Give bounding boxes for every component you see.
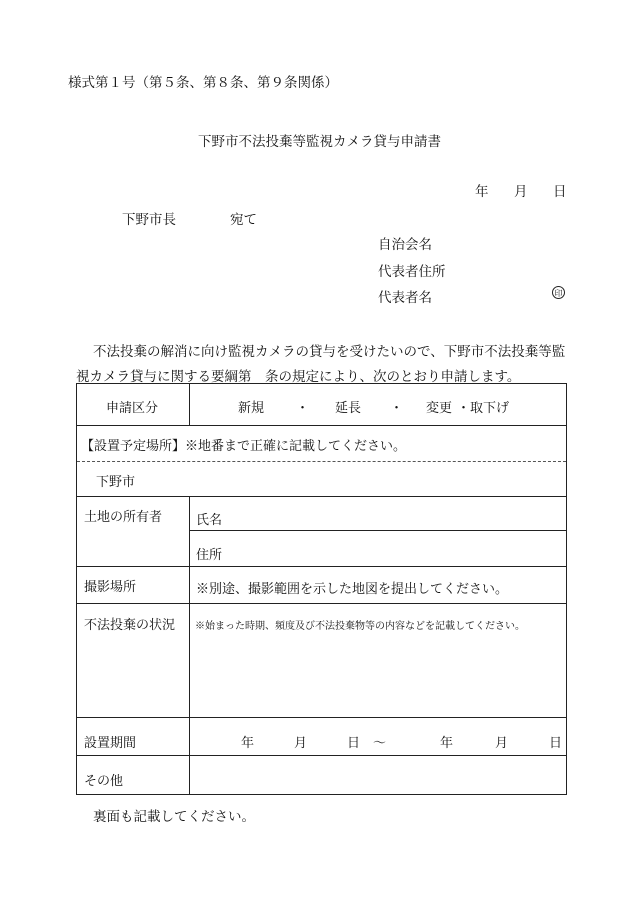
option-change[interactable]: 変更 [426, 401, 453, 416]
table-rule-dashed [77, 461, 566, 462]
table-rule [77, 425, 566, 426]
owner-name-label: 氏名 [196, 513, 223, 528]
shooting-place-note: ※別途、撮影範囲を示した地図を提出してください。 [196, 582, 509, 597]
table-rule [77, 603, 566, 604]
period-end-month: 月 [495, 736, 509, 751]
shooting-place-label: 撮影場所 [84, 580, 137, 595]
other-label: その他 [84, 774, 124, 789]
option-separator: ・ [296, 401, 310, 416]
land-owner-label: 土地の所有者 [84, 510, 163, 525]
option-separator: ・ [390, 401, 404, 416]
dumping-status-label: 不法投棄の状況 [84, 618, 176, 633]
option-extend[interactable]: 延長 [335, 401, 362, 416]
form-title: 下野市不法投棄等監視カメラ貸与申請書 [198, 134, 441, 150]
period-start-year: 年 [241, 736, 255, 751]
location-heading: 【設置予定場所】※地番まで正確に記載してください。 [81, 439, 407, 454]
date-month: 月 [514, 184, 528, 200]
city-prefix: 下野市 [96, 475, 136, 490]
period-start-month: 月 [294, 736, 308, 751]
form-number: 様式第１号（第５条、第８条、第９条関係） [68, 75, 338, 91]
dumping-status-note: ※始まった時期、頻度及び不法投棄物等の内容などを記載してください。 [195, 621, 525, 632]
association-name-label: 自治会名 [378, 237, 432, 253]
addressee-mayor: 下野市長 [122, 212, 176, 228]
date-year: 年 [475, 184, 489, 200]
table-rule [77, 496, 566, 497]
table-rule [77, 717, 566, 718]
date-day: 日 [553, 184, 567, 200]
period-start-day: 日 [347, 736, 361, 751]
rep-name-label: 代表者名 [378, 290, 432, 306]
install-period-label: 設置期間 [84, 736, 137, 751]
application-table [76, 383, 567, 795]
table-rule [77, 566, 566, 567]
rep-address-label: 代表者住所 [378, 264, 446, 280]
application-type-label: 申請区分 [106, 401, 159, 416]
addressee-honorific: 宛て [230, 212, 257, 228]
period-end-day: 日 [549, 736, 563, 751]
period-end-year: 年 [440, 736, 454, 751]
footer-note: 裏面も記載してください。 [93, 809, 255, 825]
option-new[interactable]: 新規 [238, 401, 265, 416]
owner-address-label: 住所 [196, 548, 223, 563]
seal-mark: 印 [552, 286, 565, 299]
table-rule [189, 530, 566, 531]
table-rule [77, 755, 566, 756]
body-text-line1: 不法投棄の解消に向け監視カメラの貸与を受けたいので、下野市不法投棄等監 [93, 344, 566, 360]
body-text-line2: 視カメラ貸与に関する要綱第 条の規定により、次のとおり申請します。 [76, 369, 521, 385]
table-rule-vertical [189, 384, 190, 425]
period-tilde: ～ [373, 736, 387, 751]
table-rule-vertical [189, 496, 190, 794]
option-withdraw[interactable]: ・取下げ [457, 401, 510, 416]
